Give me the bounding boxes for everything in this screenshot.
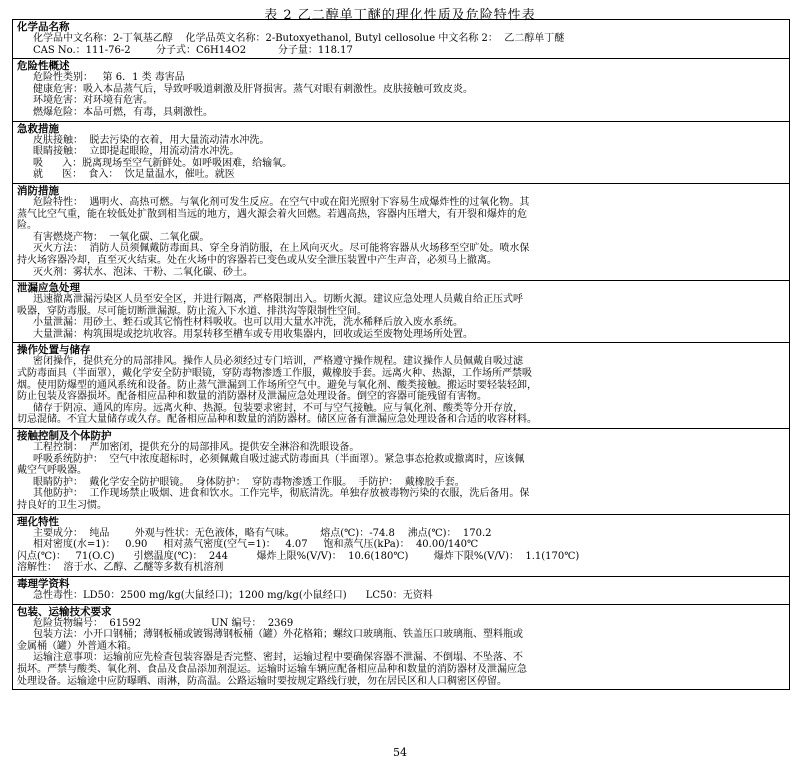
- section-text-line: 其他防护： 工作现场禁止吸烟、进食和饮水。工作完毕，彻底清洗。单独存放被毒物污染的衣服，洗后备用。保: [33, 488, 530, 500]
- section-text-line: 皮肤接触： 脱去污染的衣着，用大量流动清水冲洗。: [33, 134, 270, 146]
- section-text-line: CAS No.：111-76-2 分子式：C6H14O2 分子量：118.17: [33, 44, 353, 56]
- section-text-line: 化学品中文名称：2-丁氧基乙醇 化学品英文名称：2-Butoxyethanol, Butyl cellosolue 中文名称 2： 乙二醇单丁醚: [33, 33, 565, 44]
- section-text-line: 烟。使用防爆型的通风系统和设备。防止蒸气泄漏到工作场所空气中。避免与氧化剂、酸类接触。搬运时要轻装轻卸，: [17, 379, 537, 391]
- section-text-line: 眼睛接触： 立即提起眼睑，用流动清水冲洗。: [33, 146, 240, 158]
- section-heading: 泄漏应急处理: [17, 282, 80, 295]
- section-text-line: 险。: [17, 220, 37, 232]
- section-heading: 接触控制及个体防护: [17, 430, 112, 443]
- section-text-line: 大量泄漏：构筑围堤或挖坑收容。用泵转移至槽车或专用收集器内，回收或运至废物处理场所处置。: [33, 328, 473, 340]
- section-text-line: 主要成分： 纯品 外观与性状：无色液体，略有气味。 熔点(℃)：-74.8 沸点(℃)： 170.2: [33, 527, 492, 539]
- section-text-line: 健康危害：吸入本品蒸气后，导致呼吸道刺激及肝肾损害。蒸气对眼有刺激性。皮肤接触可致皮炎。: [33, 83, 473, 95]
- section-text-line: 呼吸系统防护： 空气中浓度超标时，必须佩戴自吸过滤式防毒面具（半面罩）。紧急事态抢救或撤离时，应该佩: [33, 453, 525, 465]
- section-text-line: 包装方法：小开口钢桶；薄钢板桶或镀锡薄钢板桶（罐）外花格箱；螺纹口玻璃瓶、铁盖压口玻璃瓶、塑料瓶或: [33, 629, 523, 641]
- section-text-line: 燃爆危险：本品可燃，有毒，具刺激性。: [33, 106, 213, 118]
- handling-storage-section: [13, 342, 789, 428]
- section-text-line: 运输注意事项：运输前应先检查包装容器是否完整、密封，运输过程中要确保容器不泄漏、不倒塌、不坠落、不: [33, 652, 523, 664]
- section-text-line: 灭火剂：雾状水、泡沫、干粉、二氧化碳、砂土。: [33, 266, 253, 278]
- section-text-line: 蒸气比空气重，能在较低处扩散到相当远的地方，遇火源会着火回燃。若遇高热，容器内压增大，有开裂和爆炸的危: [17, 208, 527, 220]
- chemical-name-section: [13, 20, 789, 58]
- section-text-line: 危险货物编号： 61592 UN 编号： 2369: [33, 617, 294, 629]
- section-text-line: 处理设备。运输途中应防曝晒、雨淋，防高温。公路运输时要按规定路线行驶，勿在居民区和人口稠密区停留。: [17, 675, 507, 687]
- section-heading: 毒理学资料: [17, 577, 70, 590]
- exposure-control-section: [13, 428, 789, 514]
- section-text-line: 眼睛防护： 戴化学安全防护眼镜。 身体防护： 穿防毒物渗透工作服。 手防护： 戴橡胶手套。: [33, 476, 465, 488]
- section-text-line: 吸器，穿防毒服。尽可能切断泄漏源。防止流入下水道、排洪沟等限制性空间。: [17, 305, 367, 317]
- section-text-line: 密闭操作，提供充分的局部排风。操作人员必须经过专门培训，严格遵守操作规程。建议操作人员佩戴自吸过滤: [33, 356, 523, 368]
- leak-response-section: [13, 280, 789, 342]
- section-text-line: 工程控制： 严加密闭，提供充分的局部排风。提供安全淋浴和洗眼设备。: [33, 442, 360, 454]
- packaging-transport-section: [13, 604, 789, 690]
- section-text-line: 防止包装及容器损坏。配备相应品种和数量的消防器材及泄漏应急处理设备。倒空的容器可能残留有害物。: [17, 391, 487, 403]
- section-text-line: 闪点(℃)： 71(O.C) 引燃温度(℃)： 244 爆炸上限%(V/V)： 10.6(180℃) 爆炸下限%(V/V)： 1.1(170℃): [17, 550, 580, 562]
- section-text-line: 损坏。严禁与酸类、氧化剂、食品及食品添加剂混运。运输时运输车辆应配备相应品种和数量的消防器材及泄漏应急: [17, 663, 527, 675]
- section-heading: 包装、运输技术要求: [17, 605, 112, 618]
- section-text-line: 储存于阴凉、通风的库房。远离火种、热源。包装要求密封，不可与空气接触。应与氧化剂、酸类等分开存放，: [33, 402, 523, 414]
- section-text-line: 有害燃烧产物： 一氧化碳、二氧化碳。: [33, 231, 210, 243]
- property-table: [12, 19, 790, 690]
- section-text-line: 持良好的卫生习惯。: [17, 500, 107, 511]
- section-text-line: 金属桶（罐）外普通木箱。: [17, 640, 137, 652]
- section-text-line: 式防毒面具（半面罩），戴化学安全防护眼镜，穿防毒物渗透工作服，戴橡胶手套。远离火种、热源，工作场所严禁吸: [17, 368, 532, 380]
- section-heading: 消防措施: [17, 184, 59, 197]
- section-heading: 操作处置与储存: [17, 344, 91, 357]
- physical-chemical-section: [13, 514, 789, 576]
- fire-fighting-section: [13, 183, 789, 280]
- section-text-line: 危险特性： 遇明火、高热可燃。与氧化剂可发生反应。在空气中或在阳光照射下容易生成爆炸性的过氧化物。其: [33, 196, 530, 208]
- table-title: 表 2 乙二醇单丁醚的理化性质及危险特性表: [264, 8, 536, 23]
- section-text-line: 灭火方法： 消防人员须佩戴防毒面具、穿全身消防服，在上风向灭火。尽可能将容器从火场移至空旷处。喷水保: [33, 243, 530, 255]
- section-text-line: 小量泄漏：用砂土、蛭石或其它惰性材料吸收。也可以用大量水冲洗，洗水稀释后放入废水系统。: [33, 317, 463, 329]
- section-heading: 化学品名称: [17, 21, 70, 33]
- section-text-line: 就 医： 食入： 饮足量温水，催吐。就医: [33, 169, 235, 181]
- section-heading: 理化特性: [17, 515, 59, 528]
- section-heading: 危险性概述: [17, 60, 70, 73]
- section-text-line: 急性毒性：LD50：2500 mg/kg(大鼠经口)；1200 mg/kg(小鼠经口) LC50：无资料: [33, 589, 433, 601]
- page-number: 54: [393, 746, 407, 759]
- section-heading: 急救措施: [17, 122, 59, 135]
- section-text-line: 迅速撤离泄漏污染区人员至安全区，并进行隔离，严格限制出入。切断火源。建议应急处理人员戴自给正压式呼: [33, 294, 523, 306]
- section-text-line: 环境危害：对环境有危害。: [33, 95, 153, 107]
- section-text-line: 切忌混储。不宜大量储存或久存。配备相应品种和数量的消防器材。储区应备有泄漏应急处理设备和合适的收容材料。: [17, 414, 537, 426]
- section-text-line: 戴空气呼吸器。: [17, 465, 87, 477]
- section-text-line: 持火场容器冷却，直至灭火结束。处在火场中的容器若已变色或从安全泄压装置中产生声音，必须马上撤离。: [17, 254, 497, 266]
- section-text-line: 危险性类别： 第 6．1 类 毒害品: [33, 72, 185, 84]
- section-text-line: 吸 入：脱离现场至空气新鲜处。如呼吸困难，给输氧。: [33, 157, 293, 169]
- hazard-overview-section: [13, 58, 789, 120]
- first-aid-section: [13, 121, 789, 183]
- toxicology-section: [13, 576, 789, 604]
- section-text-line: 相对密度(水=1)： 0.90 相对蒸气密度(空气=1)： 4.07 饱和蒸气压(kPa)： 40.00/140℃: [33, 539, 479, 551]
- section-text-line: 溶解性： 溶于水、乙醇、乙醚等多数有机溶剂: [17, 562, 224, 574]
